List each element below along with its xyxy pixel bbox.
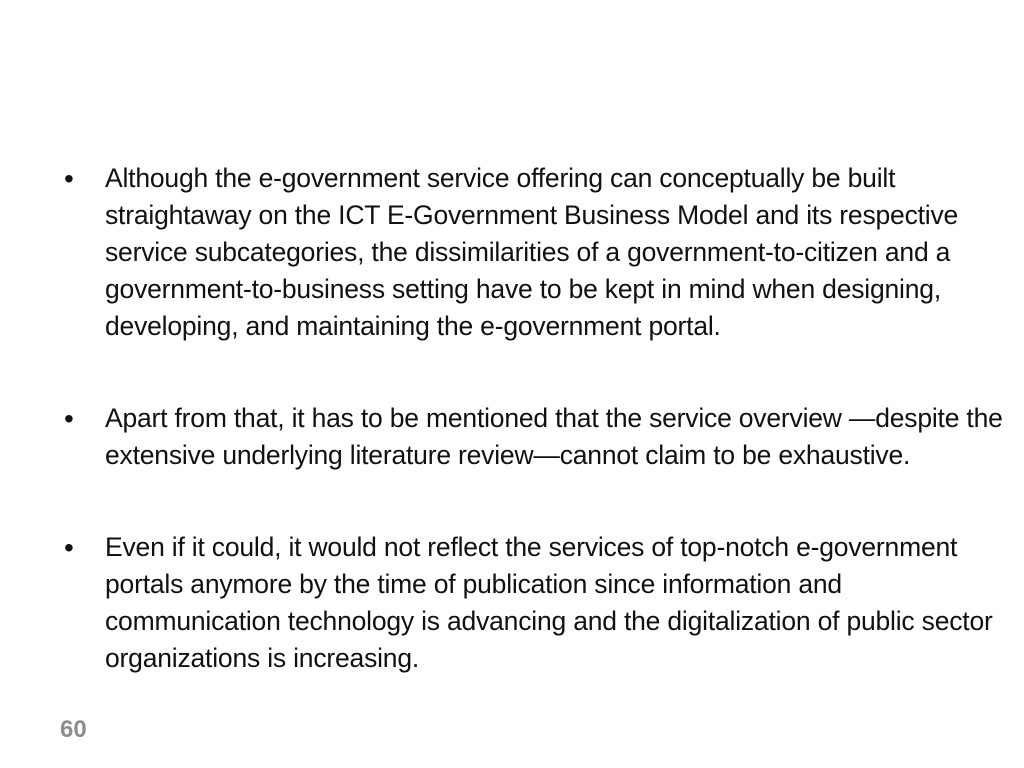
bullet-marker-icon: • bbox=[64, 403, 74, 434]
bullet-marker-icon: • bbox=[64, 532, 74, 563]
page-number: 60 bbox=[60, 716, 87, 743]
bullet-item-1 bbox=[62, 160, 1017, 345]
bullet-item-2 bbox=[62, 400, 1017, 474]
bullet-text-1: Although the e-government service offering can conceptually be built straightaway on the ICT E-Government Business Model and its respective service subcategories, the dissimilarities of a government-to-citizen and a government-to-business setting have to be kept in mind when designing, developing, and maintaining the e-government portal. bbox=[105, 163, 959, 341]
bullet-item-3 bbox=[62, 529, 1017, 677]
bullet-list bbox=[62, 160, 1017, 677]
bullet-marker-icon: • bbox=[64, 163, 74, 194]
bullet-text-2: Apart from that, it has to be mentioned that the service overview —despite the extensive underlying literature review—cannot claim to be exhaustive. bbox=[105, 403, 1003, 470]
bullet-text-3: Even if it could, it would not reflect the services of top-notch e-government portals anymore by the time of publication since information and communication technology is advancing and the digitalization of public sector organizations is increasing. bbox=[105, 532, 993, 673]
